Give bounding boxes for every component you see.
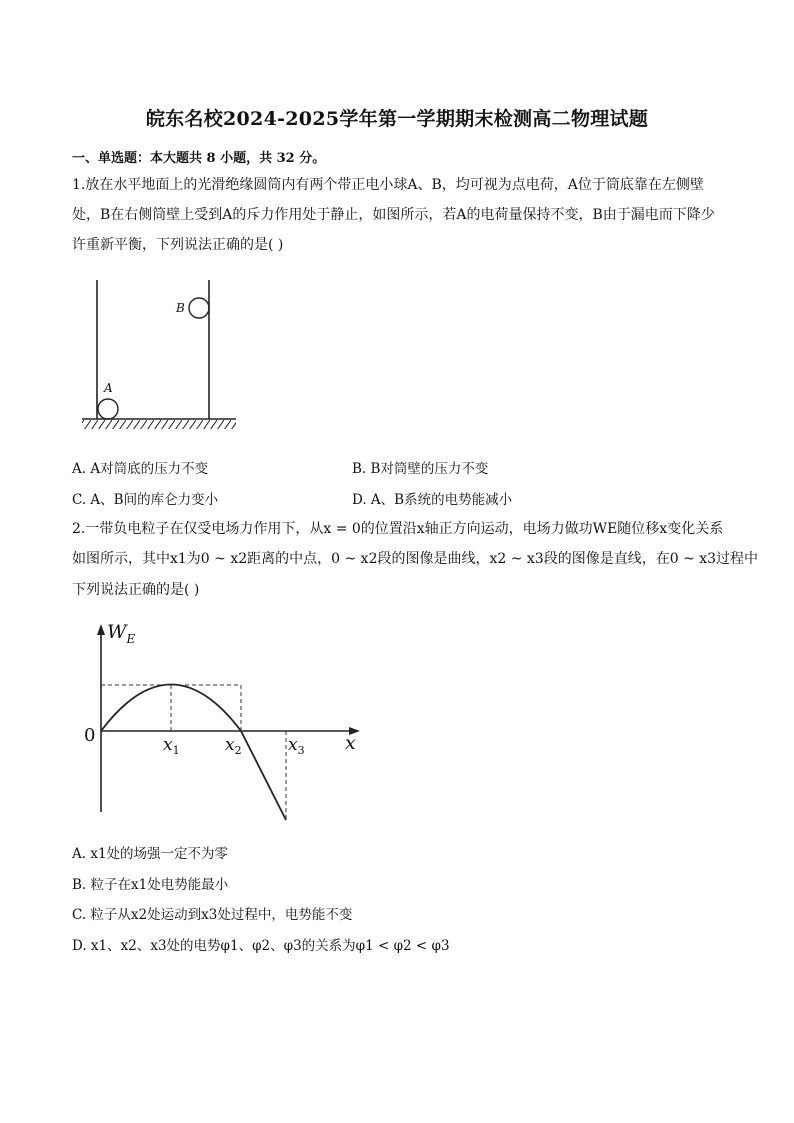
q1-text-line-1: 1.放在水平地面上的光滑绝缘圆筒内有两个带正电小球A、B，均可视为点电荷，A位于筒底靠在左侧壁 (72, 177, 704, 193)
q1-option-c: C. A、B间的库仑力变小 (72, 492, 219, 508)
page-title: 皖东名校2024-2025学年第一学期期末检测高二物理试题 (145, 108, 649, 130)
ball-b-label: B (176, 301, 185, 315)
q1-option-b: B. B对筒壁的压力不变 (352, 461, 489, 477)
q2-option-a: A. x1处的场强一定不为零 (72, 846, 229, 862)
x2-tick-label: $x_2$ (225, 735, 242, 757)
work-line-segment (241, 731, 286, 820)
x-axis-label: x (345, 732, 356, 754)
ball-a-label: A (104, 381, 113, 395)
x3-tick-label: $x_3$ (288, 735, 305, 757)
q2-text-line-2: 如图所示，其中x1为0 ~ x2距离的中点，0 ~ x2段的图像是曲线，x2 ~ x3段的图像是直线，在0 ~ x3过程中 (72, 551, 759, 567)
q1-text-line-2: 处，B在右侧筒壁上受到A的斥力作用处于静止，如图所示，若A的电荷量保持不变，B由于漏电而下降少 (72, 207, 715, 223)
x1-tick-label: $x_1$ (163, 735, 180, 757)
q1-option-a: A. A对筒底的压力不变 (72, 461, 209, 477)
q2-option-d: D. x1、x2、x3处的电势φ1、φ2、φ3的关系为φ1 < φ2 < φ3 (72, 938, 450, 954)
y-axis-label: $W_E$ (107, 621, 136, 646)
q1-text-line-3: 许重新平衡，下列说法正确的是( ) (72, 237, 284, 253)
y-axis-arrow (97, 624, 105, 635)
q2-option-c: C. 粒子从x2处运动到x3处过程中，电势能不变 (72, 907, 353, 923)
section-heading: 一、单选题：本大题共 8 小题，共 32 分。 (72, 151, 326, 166)
q1-option-d: D. A、B系统的电势能减小 (352, 492, 513, 508)
q2-option-b: B. 粒子在x1处电势能最小 (72, 877, 229, 893)
q2-text-line-3: 下列说法正确的是( ) (72, 582, 200, 598)
origin-label: 0 (84, 725, 96, 746)
q2-text-line-1: 2.一带负电粒子在仅受电场力作用下，从x = 0的位置沿x轴正方向运动，电场力做功WE随位移x变化关系 (72, 521, 724, 537)
